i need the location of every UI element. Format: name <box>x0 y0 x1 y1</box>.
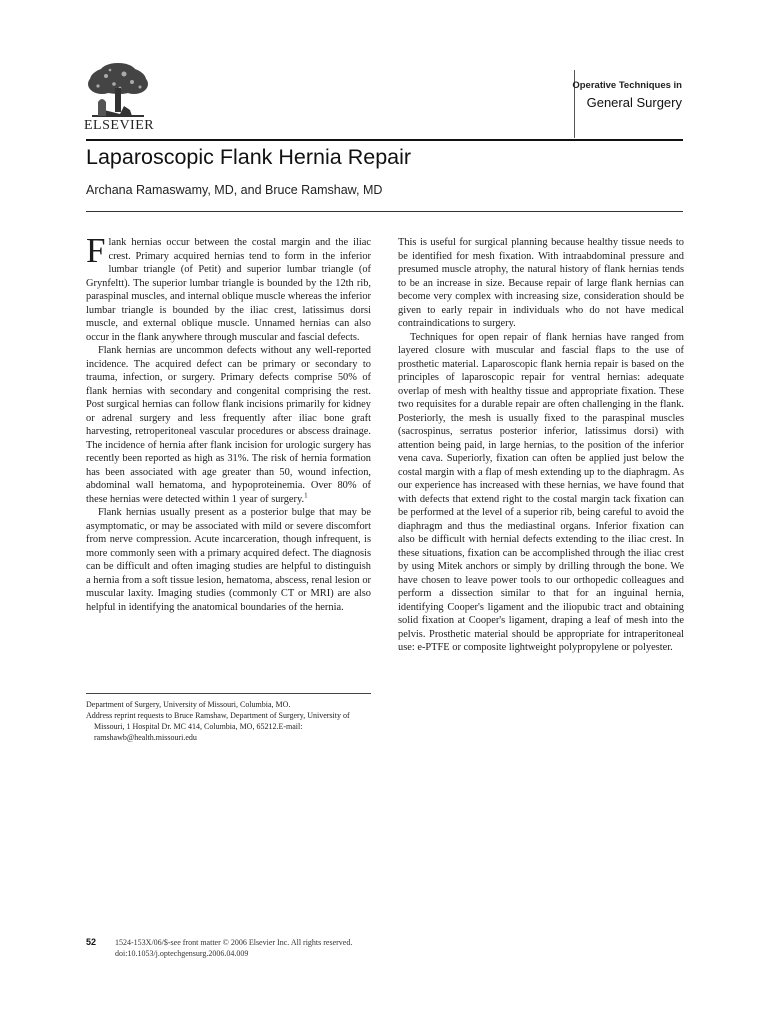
paragraph: Flank hernias usually present as a posterior bulge that may be asymptomatic, or may be associated with mild or severe discomfort from nerve compression. Acute incarceration, though infrequent, is more commonly seen with a primary acquired defect. The diagnosis can be difficult and often imaging studies are helpful to distinguish a hernia from a soft tissue lesion, hematoma, abscess, renal lesion or muscular laxity. Imaging studies (commonly CT or MRI) are also helpful in identifying the anatomical boundaries of the hernia. <box>86 507 371 613</box>
left-column <box>86 231 371 614</box>
journal-series: Operative Techniques in <box>572 80 682 91</box>
reprint-address: Address reprint requests to Bruce Ramshaw, Department of Surgery, University of Missouri, 1 Hospital Dr. MC 414, Columbia, MO, 65212.E-mail: ramshawb@health.missouri.edu <box>86 711 350 742</box>
doi-line: doi:10.1053/j.optechgensurg.2006.04.009 <box>115 949 249 958</box>
journal-title-block <box>572 80 682 110</box>
paragraph-text: Flank hernias are uncommon defects without any well-reported incidence. The acquired defect can be primary or secondary to trauma, infection, or surgery. Primary defects comprise 50% of flank hernias with secondary and congenital comprising the rest. Post surgical hernias can follow flank incisions primarily for kidney or adrenal surgery and less frequently after iliac bone graft harvesting, retroperitoneal vascular procedures or abscess drainage. The incidence of hernia after flank incision for urologic surgery has recently been reported as high as 31%. The risk of hernia formation has been associated with age greater than 50, wound infection, abdominal wall hematoma, and hypoproteinemia. Over 80% of these hernias were detected within 1 year of surgery. <box>86 345 371 505</box>
right-column <box>398 236 684 655</box>
paragraph: Techniques for open repair of flank hernias have ranged from layered closure with muscular and fascial flaps to the use of prosthetic material. Laparoscopic flank hernia repair is based on the principles of laparoscopic repair for ventral hernias: adequate overlap of mesh with healthy tissue and appropriate fixation. These two requisites for a durable repair are often challenging in the flank. Posteriorly, the mesh is usually fixed to the paraspinal muscles (sacrospinus, serratus posterior inferior, latissimus dorsi) with attention being paid, in large hernias, to the position of the inferior vena cava. Superiorly, fixation can often be applied just below the costal margin with a flap of mesh extending up to the diaphragm. As our experience has increased with these hernias, we have found that with defects that extend right to the costal margin tack fixation can be performed at the level of a superior rib, being careful to avoid the diaphragm and thus the mediastinal organs. Inferior fixation can also be difficult with hernial defects extending to the iliac crest. In these situations, fixation can be accomplished through the iliac crest by using Mitek anchors or simply by drilling through the bone. We have chosen to leave power tools to our orthopedic colleagues and perform a dissection similar to that for an inguinal hernia, identifying Cooper's ligament and the iliopubic tract and obtaining solid fixation at Cooper's ligament, draping a leaf of mesh into the pelvis. Prosthetic material should be appropriate for intraperitoneal use: e-PTFE or composite lightweight polypropylene or polyester. <box>398 331 684 653</box>
affiliation: Department of Surgery, University of Missouri, Columbia, MO. <box>86 700 291 709</box>
paragraph-text: lank hernias occur between the costal margin and the iliac crest. Primary acquired hernias tend to form in the inferior lumbar triangle (of Petit) and superior lumbar triangle (of Grynfeltt). The superior lumbar triangle is bounded by the 12th rib, paraspinal muscles, and internal oblique muscle whereas the inferior lumbar triangle is bounded by the iliac crest, latissimus dorsi muscle, and external oblique muscle. Unnamed hernias can also occur in the flank anywhere through muscular and fascial defects. <box>86 237 371 343</box>
paragraph: This is useful for surgical planning because healthy tissue needs to be identified for mesh fixation. With intraabdominal pressure and presumed muscle atrophy, the natural history of flank hernias tends to be an increase in size. Because repair of large flank hernias can become very complex with increasing size, consideration should be given to early repair in individuals who do not have medical contraindications to surgery. <box>398 237 684 329</box>
publisher-name: ELSEVIER <box>84 118 155 133</box>
author-footnote <box>86 699 371 743</box>
article-authors: Archana Ramaswamy, MD, and Bruce Ramshaw, MD <box>86 183 383 197</box>
journal-name: General Surgery <box>586 95 682 110</box>
drop-cap: F <box>86 231 106 270</box>
page-number: 52 <box>86 937 97 947</box>
copyright-line: 1524-153X/06/$-see front matter © 2006 Elsevier Inc. All rights reserved. <box>115 938 353 947</box>
paragraph <box>86 344 371 506</box>
title-rule <box>86 211 683 212</box>
paragraph <box>86 231 371 344</box>
copyright-notice <box>115 937 352 959</box>
footnote-rule <box>86 693 371 694</box>
tree-icon <box>84 62 152 118</box>
article-title: Laparoscopic Flank Hernia Repair <box>86 145 412 169</box>
header-rule <box>86 139 683 141</box>
reference-marker[interactable]: 1 <box>304 491 308 500</box>
